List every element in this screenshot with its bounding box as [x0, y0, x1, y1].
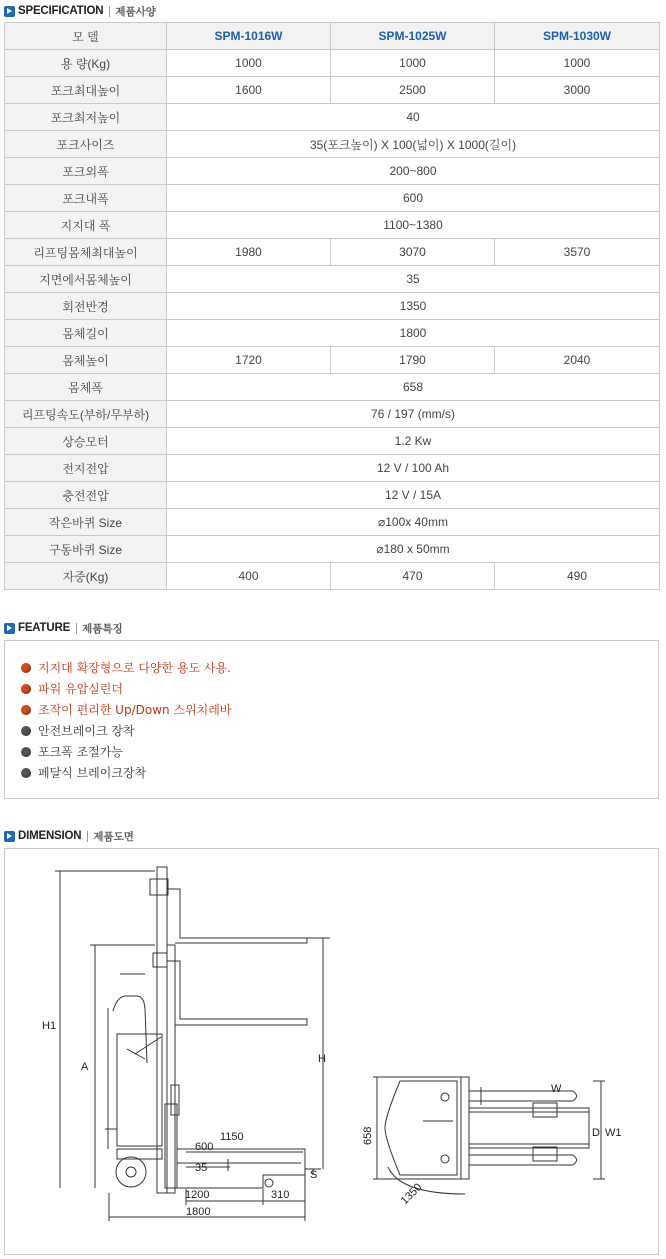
spec-row	[5, 50, 660, 77]
spec-cell: 1980	[167, 239, 331, 266]
spec-row-label: 리프팅몸체최대높이	[5, 239, 167, 266]
feature-section-title: FEATURE	[18, 622, 71, 634]
spec-row-label: 자중(Kg)	[5, 563, 167, 590]
spec-row-label: 지지대 폭	[5, 212, 167, 239]
divider	[87, 831, 88, 842]
spec-cell-merged: 35(포크높이) X 100(넓이) X 1000(길이)	[167, 131, 660, 158]
model-name: SPM-1030W	[495, 23, 660, 50]
spec-cell-merged: ⌀100x 40mm	[167, 509, 660, 536]
spec-section-header	[4, 2, 156, 20]
spec-row-label: 몸체길이	[5, 320, 167, 347]
arrow-icon	[4, 623, 15, 634]
top-view-drawing	[373, 1077, 605, 1194]
spec-cell-merged: 35	[167, 266, 660, 293]
spec-row-label: 용 량(Kg)	[5, 50, 167, 77]
spec-row	[5, 482, 660, 509]
spec-cell: 2500	[331, 77, 495, 104]
spec-row-label: 전지전압	[5, 455, 167, 482]
feature-item	[21, 657, 231, 678]
spec-cell: 1720	[167, 347, 331, 374]
label-310: 310	[271, 1189, 290, 1201]
label-658: 658	[362, 1126, 374, 1145]
spec-row	[5, 293, 660, 320]
spec-cell: 470	[331, 563, 495, 590]
dimension-box	[4, 848, 659, 1255]
spec-header-row	[5, 23, 660, 50]
spec-row-label: 몸체높이	[5, 347, 167, 374]
spec-row	[5, 374, 660, 401]
spec-row	[5, 158, 660, 185]
feature-item	[21, 762, 231, 783]
divider	[109, 6, 110, 17]
spec-cell: 1000	[495, 50, 660, 77]
spec-cell: 1000	[167, 50, 331, 77]
model-name: SPM-1025W	[331, 23, 495, 50]
spec-row	[5, 536, 660, 563]
label-s: S	[310, 1169, 318, 1181]
label-1800: 1800	[186, 1206, 211, 1218]
feature-text: 페달식 브레이크장착	[38, 766, 147, 780]
spec-table	[4, 22, 660, 590]
spec-cell: 3000	[495, 77, 660, 104]
label-h: H	[318, 1053, 326, 1065]
spec-row-label: 충전전압	[5, 482, 167, 509]
model-name: SPM-1016W	[167, 23, 331, 50]
label-w1: W1	[605, 1127, 622, 1139]
spec-row-label: 지면에서몸체높이	[5, 266, 167, 293]
feature-text: 포크폭 조절가능	[38, 745, 123, 759]
arrow-icon	[4, 6, 15, 17]
spec-row	[5, 185, 660, 212]
spec-cell-merged: 1100~1380	[167, 212, 660, 239]
spec-cell-merged: ⌀180 x 50mm	[167, 536, 660, 563]
label-35: 35	[195, 1162, 208, 1174]
spec-section-subtitle: 제품사양	[115, 5, 156, 18]
divider	[76, 623, 77, 634]
spec-row	[5, 104, 660, 131]
spec-cell: 1000	[331, 50, 495, 77]
spec-cell-merged: 1800	[167, 320, 660, 347]
spec-row-label: 작은바퀴 Size	[5, 509, 167, 536]
spec-row	[5, 401, 660, 428]
spec-row	[5, 320, 660, 347]
spec-row	[5, 212, 660, 239]
feature-text: 파워 유압실린더	[38, 682, 123, 696]
spec-row	[5, 563, 660, 590]
label-w: W	[551, 1083, 562, 1095]
spec-row-label: 포크사이즈	[5, 131, 167, 158]
label-a: A	[81, 1061, 89, 1073]
spec-cell-merged: 12 V / 100 Ah	[167, 455, 660, 482]
spec-row-label: 구동바퀴 Size	[5, 536, 167, 563]
feature-text: 안전브레이크 장착	[38, 724, 135, 738]
spec-row	[5, 131, 660, 158]
feature-item	[21, 741, 231, 762]
feature-list	[21, 657, 231, 783]
dimension-section-title: DIMENSION	[18, 830, 82, 842]
label-1200: 1200	[185, 1189, 210, 1201]
spec-row-label: 포크외폭	[5, 158, 167, 185]
spec-cell: 3570	[495, 239, 660, 266]
bullet-icon	[21, 663, 31, 673]
label-1150: 1150	[220, 1131, 244, 1143]
feature-item	[21, 678, 231, 699]
feature-section-header	[4, 619, 123, 637]
bullet-icon	[21, 768, 31, 778]
spec-row	[5, 239, 660, 266]
spec-cell-merged: 658	[167, 374, 660, 401]
spec-row	[5, 509, 660, 536]
spec-cell-merged: 40	[167, 104, 660, 131]
bullet-icon	[21, 747, 31, 757]
spec-cell: 1790	[331, 347, 495, 374]
label-d: D	[592, 1127, 600, 1139]
spec-row	[5, 77, 660, 104]
feature-text: 조작이 편리한 Up/Down 스위치레바	[38, 703, 232, 717]
spec-row	[5, 266, 660, 293]
dimension-section-header	[4, 827, 134, 845]
dimension-drawing	[5, 849, 658, 1254]
dimension-section-subtitle: 제품도면	[93, 830, 134, 843]
label-600: 600	[195, 1141, 214, 1153]
spec-row	[5, 428, 660, 455]
spec-cell-merged: 12 V / 15A	[167, 482, 660, 509]
feature-item	[21, 720, 231, 741]
spec-row-label: 포크최대높이	[5, 77, 167, 104]
spec-cell: 1600	[167, 77, 331, 104]
spec-cell: 2040	[495, 347, 660, 374]
arrow-icon	[4, 831, 15, 842]
spec-section-title: SPECIFICATION	[18, 5, 104, 17]
feature-section-subtitle: 제품특징	[82, 622, 123, 635]
feature-item	[21, 699, 231, 720]
side-view-drawing	[55, 867, 330, 1221]
spec-row	[5, 455, 660, 482]
spec-row-label: 회전반경	[5, 293, 167, 320]
spec-row-label: 포크최저높이	[5, 104, 167, 131]
spec-row-label: 포크내폭	[5, 185, 167, 212]
spec-cell-merged: 600	[167, 185, 660, 212]
bullet-icon	[21, 705, 31, 715]
spec-row-label: 상승모터	[5, 428, 167, 455]
spec-cell-merged: 1350	[167, 293, 660, 320]
spec-cell: 3070	[331, 239, 495, 266]
label-1350: 1350	[398, 1181, 425, 1208]
spec-row-label: 리프팅속도(부하/무부하)	[5, 401, 167, 428]
spec-cell-merged: 200~800	[167, 158, 660, 185]
bullet-icon	[21, 684, 31, 694]
label-h1: H1	[42, 1020, 57, 1032]
model-header-label: 모 델	[5, 23, 167, 50]
bullet-icon	[21, 726, 31, 736]
spec-row-label: 몸체폭	[5, 374, 167, 401]
feature-text: 지지대 확장형으로 다양한 용도 사용.	[38, 661, 231, 675]
spec-row	[5, 347, 660, 374]
feature-box	[4, 640, 659, 799]
spec-cell-merged: 1.2 Kw	[167, 428, 660, 455]
spec-cell: 400	[167, 563, 331, 590]
spec-cell: 490	[495, 563, 660, 590]
spec-cell-merged: 76 / 197 (mm/s)	[167, 401, 660, 428]
